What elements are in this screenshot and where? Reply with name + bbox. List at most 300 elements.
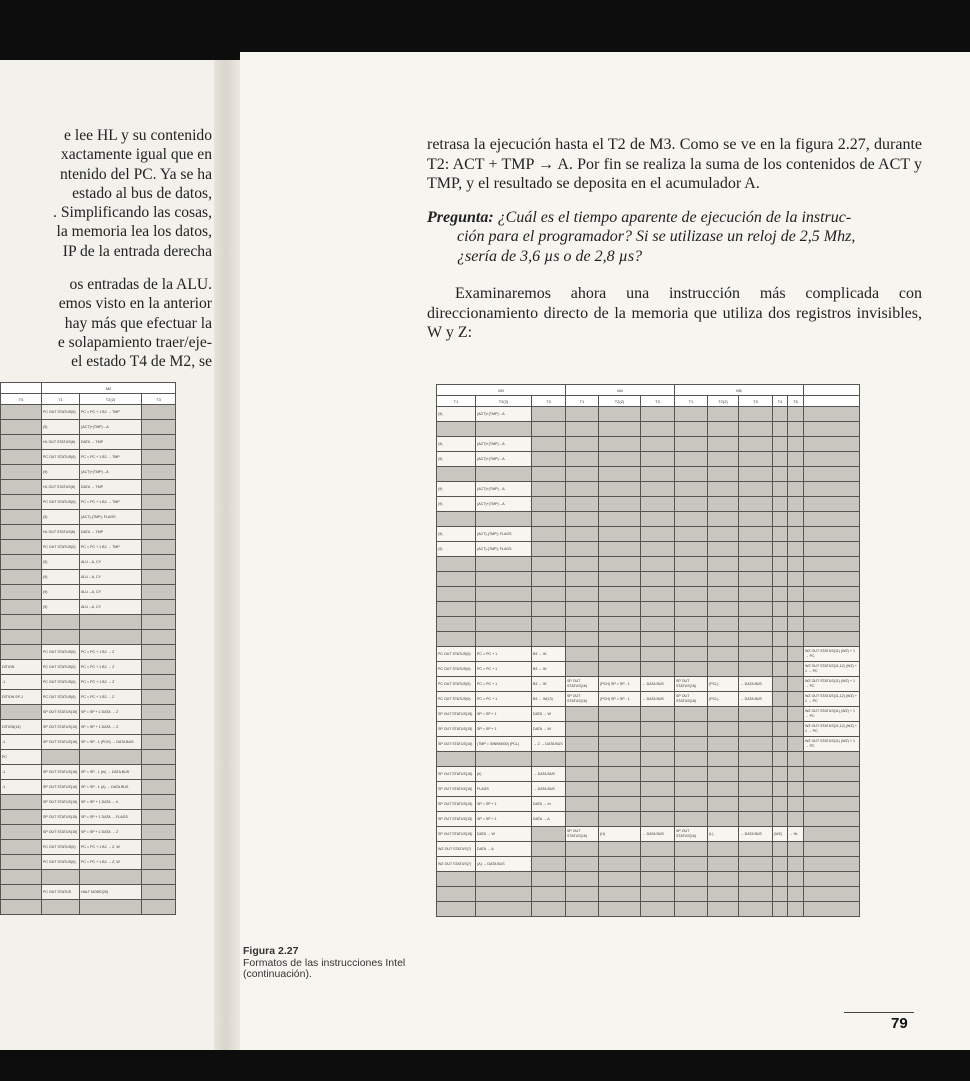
table-cell: (9) [437,482,476,497]
table-cell [708,812,739,827]
table-cell [566,467,599,482]
table-cell [675,752,708,767]
table-cell: (ACT)+(TMP)→A [80,465,142,480]
table-cell: PC OUT STATUS(6) [437,692,476,707]
table-group-header-row [437,385,860,396]
table-cell [739,572,773,587]
table-cell [1,885,42,900]
table-cell [476,512,532,527]
table-cell: → Z → DATA BUS [532,737,566,752]
table-cell [788,857,804,872]
table-cell [708,752,739,767]
table-cell: DITION(14) [1,720,42,735]
table-cell [1,840,42,855]
table-cell [1,540,42,555]
column-header: T3 [532,396,566,407]
table-cell [599,722,641,737]
table-cell [566,737,599,752]
table-cell [599,707,641,722]
table-cell: (9) [437,527,476,542]
table-cell: SP OUT STATUS(15) [437,812,476,827]
table-cell: SP OUT STATUS(16) [566,692,599,707]
table-cell [641,422,675,437]
table-cell [804,437,860,452]
table-row [437,407,860,422]
table-cell [641,632,675,647]
table-cell [708,512,739,527]
text-line: e solapamiento traer/eje- [57,333,212,351]
left-instruction-table [0,382,176,915]
table-cell [437,902,476,917]
table-group-header-row [1,383,176,394]
table-cell [142,735,176,750]
table-cell [1,795,42,810]
table-cell [641,497,675,512]
table-cell: SP OUT STATUS(16) [675,677,708,692]
table-cell [675,737,708,752]
table-cell [739,842,773,857]
table-cell [599,767,641,782]
table-row [1,765,176,780]
table-row [1,870,176,885]
table-row [437,677,860,692]
table-cell [773,662,788,677]
table-cell [532,827,566,842]
table-row [437,797,860,812]
table-cell [641,812,675,827]
table-cell: DATA → W [532,722,566,737]
table-cell: (PCL) [708,677,739,692]
table-cell [566,617,599,632]
table-row [437,587,860,602]
table-row [437,452,860,467]
table-cell [788,542,804,557]
table-cell: HL OUT STATUS(6) [42,435,80,450]
column-header: T3 [641,396,675,407]
table-cell [142,585,176,600]
column-header: T1 [675,396,708,407]
table-cell [788,572,804,587]
table-cell: SP OUT STATUS(15) [42,795,80,810]
column-header: T3 [142,394,176,405]
table-cell [532,497,566,512]
table-row [1,735,176,750]
table-row [437,902,860,917]
table-cell [142,420,176,435]
table-cell [599,782,641,797]
table-cell: HALT MODE(20) [80,885,142,900]
table-cell [804,422,860,437]
table-cell: PC = PC + 1 B2 → Z [80,690,142,705]
table-cell [1,615,42,630]
table-cell [788,557,804,572]
table-cell [804,632,860,647]
group-header-m3: M3 [437,385,566,396]
table-cell [599,902,641,917]
table-cell [804,752,860,767]
group-header-m4: M4 [566,385,675,396]
table-cell: (L) [708,827,739,842]
table-cell: SP OUT STATUS(15) [437,797,476,812]
table-cell: PC OUT STATUS(6) [437,662,476,677]
table-cell [142,510,176,525]
table-cell [42,630,80,645]
table-cell [1,585,42,600]
table-cell [532,572,566,587]
table-cell [142,750,176,765]
table-cell: (PCL) [708,692,739,707]
table-row [437,782,860,797]
table-row [437,527,860,542]
table-cell [739,707,773,722]
table-cell: SP OUT STATUS(15) [42,810,80,825]
page-number: 79 [891,1015,908,1032]
text-line: IP de la entrada derecha [62,242,212,260]
table-cell: DATA → rh [532,797,566,812]
table-cell [1,450,42,465]
table-cell [773,422,788,437]
table-cell [142,870,176,885]
table-row [1,555,176,570]
table-cell [804,482,860,497]
table-cell: DITION [1,660,42,675]
table-cell [739,482,773,497]
table-cell: (WZ) [773,827,788,842]
table-cell [142,495,176,510]
table-row [1,885,176,900]
table-cell [142,900,176,915]
table-cell [675,782,708,797]
right-page-text [427,135,922,343]
table-cell [773,587,788,602]
table-cell [788,722,804,737]
table-cell [773,767,788,782]
table-cell: WZ OUT STATUS(7) [437,857,476,872]
table-row [437,842,860,857]
table-cell [675,902,708,917]
table-cell [804,842,860,857]
table-cell [708,437,739,452]
table-cell: (9) [42,570,80,585]
table-cell [804,572,860,587]
table-cell [1,600,42,615]
table-cell [788,707,804,722]
table-cell [788,872,804,887]
table-cell: WZ OUT STATUS(7) [437,842,476,857]
figure-caption-text: Formatos de las instrucciones Intel (continuación). [243,956,406,980]
table-cell [142,450,176,465]
table-cell: DATA → W [532,707,566,722]
table-row [1,825,176,840]
column-header: T2(2) [599,396,641,407]
table-row [437,887,860,902]
table-cell [788,902,804,917]
table-cell: WZ OUT STATUS(11,12) (WZ) + 1 → PC [804,692,860,707]
table-cell [773,737,788,752]
table-cell [739,857,773,872]
table-cell [773,812,788,827]
table-cell [788,632,804,647]
table-row [1,495,176,510]
table-cell [804,887,860,902]
table-cell: SP = SP + 1 DATA → Z [80,825,142,840]
table-cell [788,662,804,677]
table-cell [1,630,42,645]
table-cell [437,587,476,602]
table-cell [641,662,675,677]
right-page [240,52,970,1050]
table-cell [773,872,788,887]
table-cell [1,705,42,720]
table-cell [599,497,641,512]
column-header: T2(2) [80,394,142,405]
table-cell [599,812,641,827]
table-cell: PC = PC + 1 [476,692,532,707]
table-cell: PC OUT STATUS(6) [42,405,80,420]
table-cell [708,587,739,602]
table-cell [708,707,739,722]
table-row [1,450,176,465]
table-cell: (ACT)+(TMP)→A [476,452,532,467]
table-cell: → DATA BUS [641,692,675,707]
table-cell [708,797,739,812]
table-row [1,840,176,855]
table-cell [788,647,804,662]
question-label: Pregunta: [427,208,494,226]
table-row [437,557,860,572]
table-cell [532,872,566,887]
figure-caption [243,946,423,981]
table-cell [773,722,788,737]
table-cell: DATA → TMP [80,480,142,495]
table-cell: DATA → W [476,827,532,842]
table-cell [708,662,739,677]
table-cell [641,797,675,812]
table-cell: ALU→A, CY [80,555,142,570]
table-cell [773,407,788,422]
table-cell [1,870,42,885]
table-cell [532,587,566,602]
table-cell [42,750,80,765]
table-cell: WZ OUT STATUS(11) (WZ) + 1 → PC [804,647,860,662]
table-cell: PC OUT STATUS(6) [42,645,80,660]
table-row [437,422,860,437]
table-cell [599,842,641,857]
table-cell [641,872,675,887]
table-cell [437,887,476,902]
column-header: T4 [773,396,788,407]
table-cell [708,497,739,512]
table-cell [804,527,860,542]
table-cell [142,720,176,735]
table-cell [739,407,773,422]
table-cell: PC OUT STATUS [42,885,80,900]
table-cell [708,857,739,872]
column-header: T2(2) [708,396,739,407]
table-row [1,420,176,435]
table-cell [675,797,708,812]
table-cell [788,737,804,752]
table-cell [788,887,804,902]
table-cell [599,542,641,557]
table-cell [437,752,476,767]
table-cell: (TMP = 00NNN000) (PCL) [476,737,532,752]
table-cell [708,422,739,437]
table-cell [675,602,708,617]
table-cell: DATA → A [532,812,566,827]
table-cell [566,842,599,857]
question-paragraph [427,208,922,267]
table-cell [532,452,566,467]
table-cell: PC = PC + 1 B2 → Z [80,645,142,660]
table-cell: (ACT)+(TMP)→A [476,437,532,452]
table-cell [599,512,641,527]
table-cell [788,602,804,617]
table-cell [80,900,142,915]
table-cell [739,512,773,527]
table-row [1,600,176,615]
table-cell: (9) [42,600,80,615]
table-cell [739,632,773,647]
table-cell [804,497,860,512]
table-cell [788,842,804,857]
table-cell [476,422,532,437]
table-cell [599,452,641,467]
column-header: T1 [42,394,80,405]
table-row [1,675,176,690]
table-cell [566,902,599,917]
table-cell [566,437,599,452]
table-row [437,572,860,587]
table-cell: (9) [437,497,476,512]
table-cell [804,827,860,842]
table-cell [675,587,708,602]
table-cell: (9) [42,420,80,435]
table-row [1,690,176,705]
table-cell [142,825,176,840]
table-row [1,405,176,420]
table-cell [708,737,739,752]
table-cell [804,782,860,797]
table-cell [566,707,599,722]
table-cell [1,435,42,450]
table-cell [641,557,675,572]
table-cell [773,602,788,617]
table-cell [788,407,804,422]
table-cell [476,902,532,917]
table-cell [708,872,739,887]
table-cell [437,617,476,632]
table-row [437,602,860,617]
table-cell: → DATA BUS [739,827,773,842]
table-cell [532,542,566,557]
table-row [1,750,176,765]
table-row [1,480,176,495]
table-cell [476,887,532,902]
table-cell [708,467,739,482]
table-cell [773,647,788,662]
table-cell: ALU→A, CY [80,585,142,600]
table-cell [566,602,599,617]
table-row [437,647,860,662]
table-cell: SP OUT STATUS(15) [42,705,80,720]
table-cell [80,750,142,765]
table-cell [641,752,675,767]
table-row [1,810,176,825]
table-cell [675,647,708,662]
table-cell [739,662,773,677]
table-cell [566,782,599,797]
table-cell [1,570,42,585]
table-cell: HL OUT STATUS(6) [42,525,80,540]
table-cell [773,692,788,707]
table-cell [641,482,675,497]
table-cell [675,872,708,887]
table-cell [804,857,860,872]
table-cell [1,555,42,570]
column-header: T2(2) [476,396,532,407]
table-cell [566,572,599,587]
table-cell [566,422,599,437]
table-cell: SP OUT STATUS(15) [437,827,476,842]
table-cell [788,752,804,767]
table-cell [142,810,176,825]
table-cell [532,467,566,482]
table-cell [476,557,532,572]
table-cell [599,857,641,872]
table-cell [804,767,860,782]
table-cell [641,437,675,452]
table-cell [142,885,176,900]
table-cell: SP = SP - 1 (A) → DATA BUS [80,780,142,795]
table-cell: PC = PC + 1 [476,647,532,662]
table-cell: DITION SP-1 [1,690,42,705]
table-cell [641,902,675,917]
table-cell: SP OUT STATUS(16) [675,827,708,842]
left-page-text [0,126,212,372]
table-cell [675,452,708,467]
table-cell [675,887,708,902]
table-cell [566,887,599,902]
table-cell: ALU→A, CY [80,600,142,615]
table-cell [675,842,708,857]
table-cell [675,407,708,422]
table-cell [641,617,675,632]
table-cell [42,900,80,915]
table-cell: SP OUT STATUS(15) [42,825,80,840]
table-cell [599,887,641,902]
table-cell [142,690,176,705]
table-cell [437,572,476,587]
table-cell [788,692,804,707]
table-cell [788,452,804,467]
table-cell [142,780,176,795]
table-cell: (ACT)-(TMP); FLAGS [476,527,532,542]
table-cell: WZ OUT STATUS(11) (WZ) + 1 → PC [804,737,860,752]
table-cell [739,452,773,467]
table-cell [773,527,788,542]
table-cell [788,812,804,827]
table-cell [739,887,773,902]
table-cell [599,632,641,647]
table-cell [1,420,42,435]
table-cell: SP = SP + 1 [476,722,532,737]
table-cell [437,632,476,647]
table-cell: SP OUT STATUS(16) [437,737,476,752]
table-cell: (9) [42,465,80,480]
table-cell: (ACT)+(TMP)→A [476,407,532,422]
table-cell [804,872,860,887]
